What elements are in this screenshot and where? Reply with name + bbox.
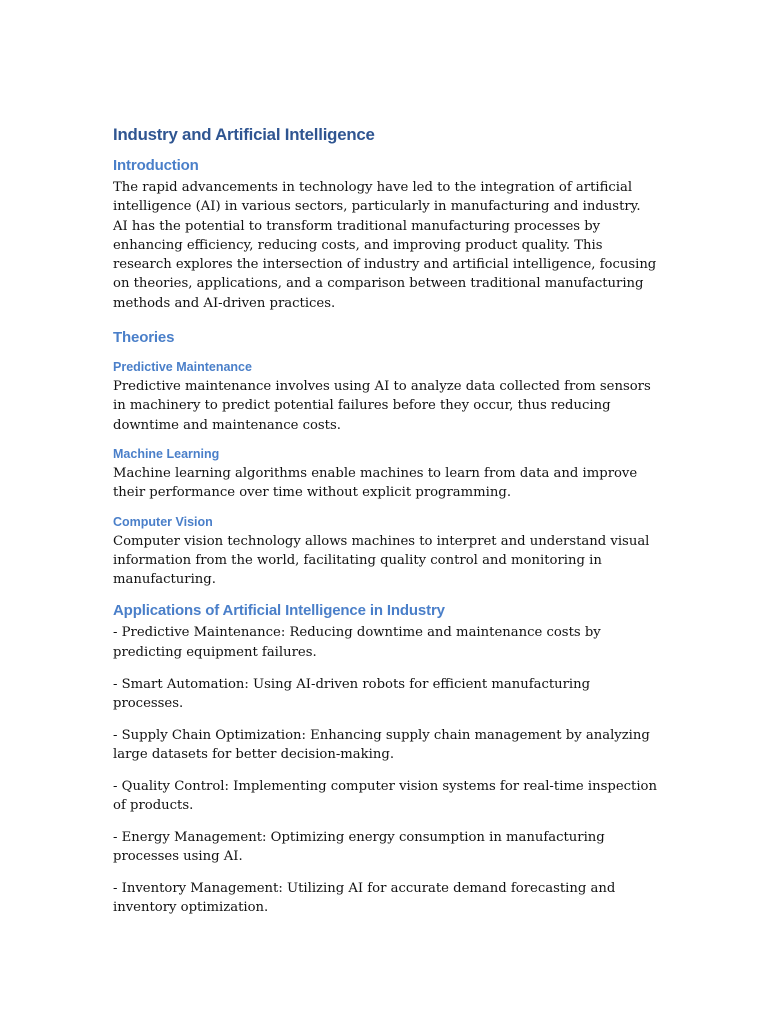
applications-section	[113, 601, 658, 917]
document-title: Industry and Artificial Intelligence	[113, 125, 375, 144]
theory-heading: Predictive Maintenance	[113, 360, 252, 375]
theory-computer-vision	[113, 513, 658, 590]
list-item: - Inventory Management: Utilizing AI for accurate demand forecasting and inventory optimization.	[113, 880, 616, 916]
theory-predictive-maintenance	[113, 358, 658, 435]
applications-list	[113, 623, 658, 917]
theories-heading: Theories	[113, 329, 175, 347]
theory-machine-learning	[113, 445, 658, 503]
list-item: - Smart Automation: Using AI-driven robots for efficient manufacturing processes.	[113, 676, 591, 711]
theory-heading: Computer Vision	[113, 514, 213, 529]
document-page	[113, 124, 658, 918]
theory-paragraph: Computer vision technology allows machines to interpret and understand visual information from the world, facilitating quality control and monitoring in manufacturing.	[113, 533, 650, 588]
theory-heading: Machine Learning	[113, 446, 220, 461]
introduction-section	[113, 156, 658, 313]
introduction-paragraph: The rapid advancements in technology have led to the integration of artificial intelligence (AI) in various sectors, particularly in manufacturing and industry. AI has the potential to transform traditional manufacturing processes by enhancing efficiency, reducing costs, and improving product quality. This research explores the intersection of industry and artificial intelligence, focusing on theories, applications, and a comparison between traditional manufacturing methods and AI-driven practices.	[113, 180, 657, 311]
theories-section	[113, 328, 658, 589]
list-item: - Energy Management: Optimizing energy consumption in manufacturing processes using AI.	[113, 829, 605, 865]
list-item: - Quality Control: Implementing computer vision systems for real-time inspection of products.	[113, 778, 657, 814]
theory-paragraph: Machine learning algorithms enable machines to learn from data and improve their performance over time without explicit programming.	[113, 465, 638, 501]
applications-heading: Applications of Artificial Intelligence in Industry	[113, 602, 445, 620]
list-item: - Supply Chain Optimization: Enhancing supply chain management by analyzing large datasets for better decision-making.	[113, 727, 650, 762]
introduction-heading: Introduction	[113, 157, 199, 174]
list-item: - Predictive Maintenance: Reducing downtime and maintenance costs by predicting equipment failures.	[113, 625, 601, 660]
theory-paragraph: Predictive maintenance involves using AI to analyze data collected from sensors in machinery to predict potential failures before they occur, thus reducing downtime and maintenance costs.	[113, 379, 651, 433]
